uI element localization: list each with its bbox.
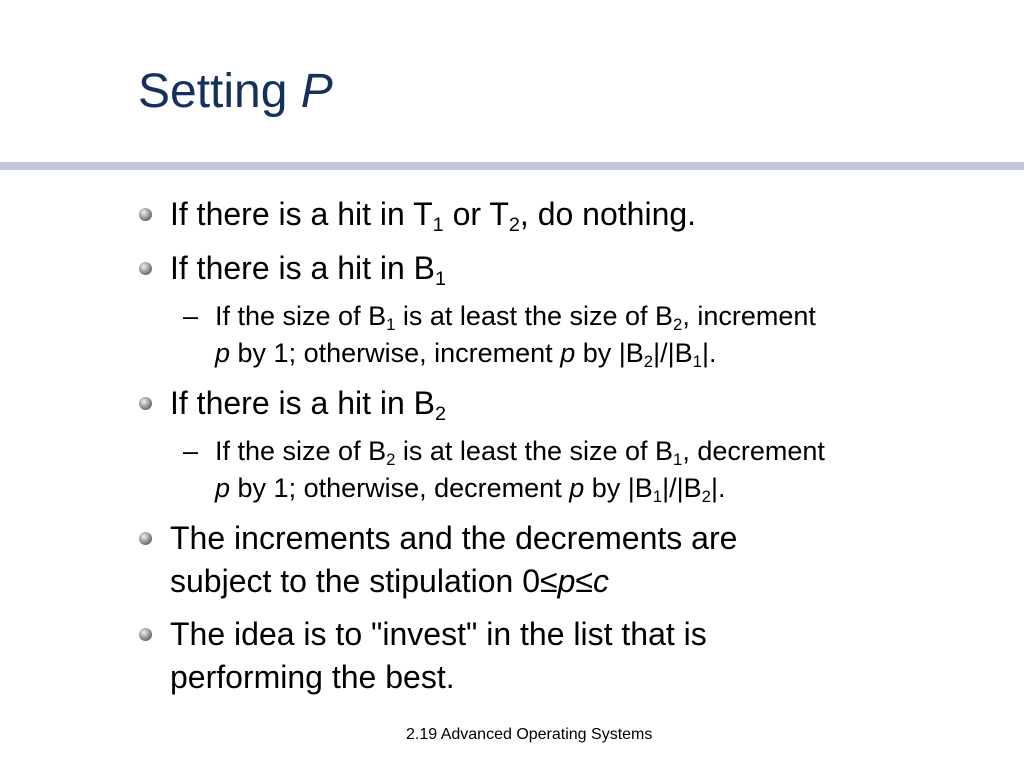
subscript: 1 (673, 450, 683, 470)
subscript: 2 (701, 487, 711, 507)
title-divider (0, 162, 1024, 170)
bullet-item-invest-line2 (170, 655, 455, 699)
text: by |B (584, 473, 653, 503)
bullet-item-stipulation-line2 (170, 559, 609, 603)
text: If the size of B (215, 301, 387, 331)
bullet-item-hit-t1-t2 (170, 192, 696, 236)
variable-p: p (560, 338, 576, 368)
text: subject to the stipulation 0 (170, 563, 541, 599)
leq-symbol: ≤ (540, 563, 558, 599)
subscript: 1 (432, 213, 444, 236)
text: , do nothing. (519, 196, 697, 232)
variable-p: p (569, 473, 585, 503)
subscript: 1 (692, 352, 702, 372)
subscript: 2 (435, 402, 447, 425)
sub-item-b1-line2 (215, 335, 716, 371)
slide-footer: 2.19 Advanced Operating Systems (406, 726, 653, 743)
bullet-icon (139, 397, 152, 410)
bullet-icon (139, 208, 152, 221)
text: , increment (682, 301, 816, 331)
text: is at least the size of B (395, 301, 674, 331)
text: |/|B (662, 473, 702, 503)
variable-p: p (215, 338, 231, 368)
dash-marker: – (183, 301, 199, 331)
text: is at least the size of B (395, 436, 674, 466)
bullet-item-stipulation-line1 (170, 516, 737, 560)
variable-p: p (557, 563, 576, 599)
dash-marker: – (183, 436, 199, 466)
text: performing the best. (170, 659, 455, 695)
bullet-icon (139, 532, 152, 545)
sub-item-b1-line1 (215, 298, 816, 334)
variable-p: p (215, 473, 231, 503)
title-text: Setting (138, 65, 288, 118)
variable-c: c (592, 563, 609, 599)
bullet-item-hit-b2 (170, 381, 446, 425)
subscript: 1 (386, 315, 396, 335)
text: |. (710, 473, 726, 503)
leq-symbol: ≤ (575, 563, 593, 599)
bullet-item-invest-line1 (170, 612, 707, 656)
bullet-icon (139, 262, 152, 275)
sub-item-b2-line1 (215, 433, 825, 469)
subscript: 2 (673, 315, 683, 335)
text: If there is a hit in B (170, 250, 436, 286)
text: If the size of B (215, 436, 387, 466)
text: |/|B (653, 338, 693, 368)
text: |. (701, 338, 717, 368)
title-variable: P (300, 65, 333, 118)
text: by 1; otherwise, increment (230, 338, 561, 368)
text: If there is a hit in B (170, 385, 436, 421)
text: by |B (575, 338, 644, 368)
subscript: 2 (508, 213, 520, 236)
text: , decrement (682, 436, 825, 466)
subscript: 2 (643, 352, 654, 372)
subscript: 1 (435, 267, 447, 290)
subscript: 2 (386, 450, 396, 470)
text: The idea is to "invest" in the list that is (170, 616, 707, 652)
text: If there is a hit in T (170, 196, 433, 232)
subscript: 1 (652, 487, 663, 507)
slide-title (138, 60, 333, 124)
text: by 1; otherwise, decrement (230, 473, 570, 503)
bullet-icon (139, 628, 152, 641)
sub-item-b2-line2 (215, 470, 725, 506)
text: The increments and the decrements are (170, 520, 738, 556)
bullet-item-hit-b1 (170, 246, 446, 290)
text: or T (443, 196, 509, 232)
